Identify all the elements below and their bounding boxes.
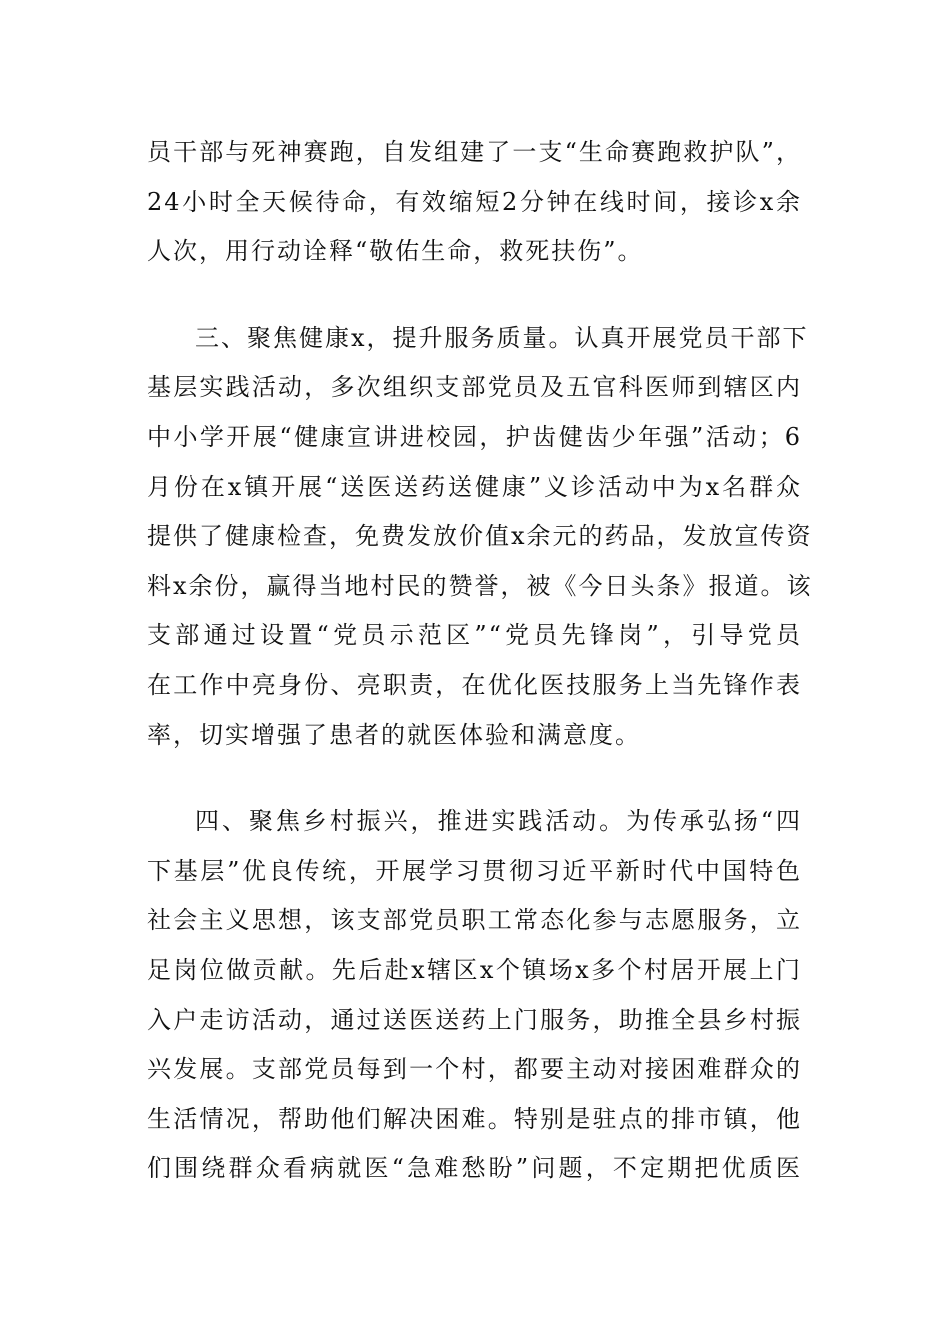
text-line: 生活情况，帮助他们解决困难。特别是驻点的排市镇，他 — [147, 1104, 802, 1133]
text-line: 基层实践活动，多次组织支部党员及五官科医师到辖区内 — [147, 373, 802, 402]
text-line: 员干部与死神赛跑，自发组建了一支“生命赛跑救护队”， — [147, 138, 802, 166]
text-line: 中小学开展“健康宣讲进校园，护齿健齿少年强”活动；6 — [147, 422, 802, 451]
text-line: 四、聚焦乡村振兴，推进实践活动。为传承弘扬“四 — [195, 807, 802, 836]
text-line: 下基层”优良传统，开展学习贯彻习近平新时代中国特色 — [147, 856, 802, 885]
text-line: 率，切实增强了患者的就医体验和满意度。 — [147, 720, 641, 749]
text-line: 人次，用行动诠释“敬佑生命，救死扶伤”。 — [147, 237, 644, 266]
text-line: 支部通过设置“党员示范区”“党员先锋岗”，引导党员 — [147, 621, 802, 650]
text-line: 提供了健康检查，免费发放价值x余元的药品，发放宣传资 — [147, 522, 813, 551]
text-line: 料x余份，赢得当地村民的赞誉，被《今日头条》报道。该 — [147, 571, 813, 600]
text-line: 24小时全天候待命，有效缩短2分钟在线时间，接诊x余 — [147, 187, 802, 216]
text-line: 社会主义思想，该支部党员职工常态化参与志愿服务，立 — [147, 906, 802, 935]
paragraph-continuation — [147, 128, 802, 277]
document-page — [147, 128, 813, 1231]
paragraph-section-four — [147, 797, 802, 1194]
text-line: 月份在x镇开展“送医送药送健康”义诊活动中为x名群众 — [147, 472, 802, 501]
text-line: 在工作中亮身份、亮职责，在优化医技服务上当先锋作表 — [147, 670, 802, 699]
text-line: 兴发展。支部党员每到一个村，都要主动对接困难群众的 — [147, 1055, 802, 1084]
text-line: 三、聚焦健康x，提升服务质量。认真开展党员干部下 — [195, 323, 809, 352]
paragraph-section-three — [147, 314, 813, 760]
text-line: 足岗位做贡献。先后赴x辖区x个镇场x多个村居开展上门 — [147, 955, 802, 984]
text-line: 入户走访活动，通过送医送药上门服务，助推全县乡村振 — [147, 1005, 802, 1034]
text-line: 们围绕群众看病就医“急难愁盼”问题，不定期把优质医 — [147, 1154, 802, 1183]
